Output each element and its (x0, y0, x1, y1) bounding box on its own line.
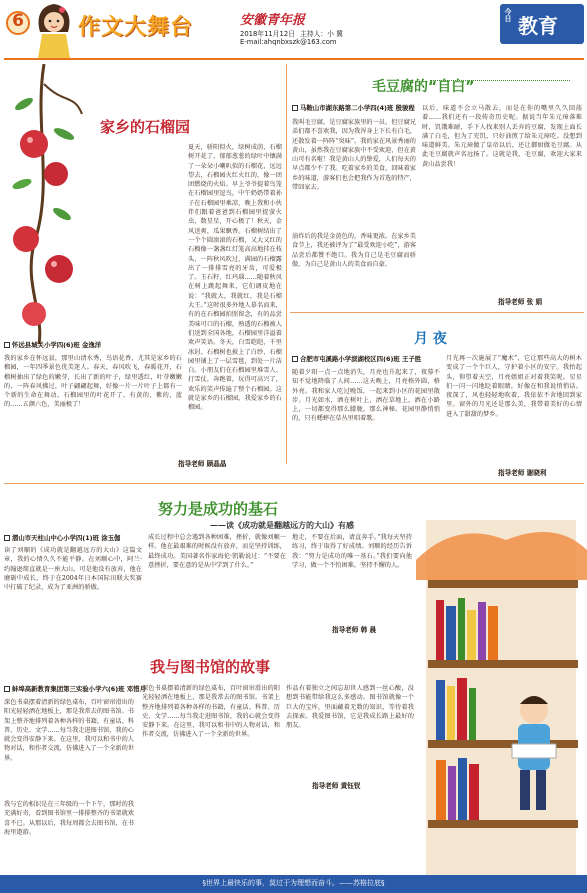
header-divider (4, 58, 584, 60)
success-text-b: 成长过程中总会遇到各种困难，挫折，就像刘顺一样。他在最艰难的时候没有放弃，而是坚持训练，最终成功。美国著名作家海伦·凯勒说过：“不要在意挫折，要在意的是从中学到了什么。” (148, 534, 286, 569)
teacher-library: 指导老师 黄钰钗 (312, 782, 361, 790)
library-text-b: 我与它的相识是在三年级的一个下午，那时的我充满好奇，看到图书馆里一排排整齐的书架就欢喜不已。从那以后，我每周都会去图书馆，在书海里遨游。 (4, 801, 134, 836)
column-tab-small: 今日 (504, 8, 512, 22)
article-title-moon: 月 夜 (414, 331, 447, 347)
tofu-dots-decoration (430, 80, 570, 90)
byline-pomegranate (4, 340, 101, 349)
tofu-text-c: 以后，味道不会立马散去，而是在你的嘴里久久回荡着……我们还有一段传奇历史呢。据说当年朱元璋落难时，饥饿难耐，手下人找来别人丢弃的豆腐，发现上面长满了白毛，但为了充饥，只好油煎了给朱元璋吃。没想到味道鲜美。朱元璋做了皇帝以后，还让御厨做毛豆腐。从此毛豆腐就声名远扬了。这就是我，毛豆腐，欢迎大家来黄山品尝我！ (422, 105, 582, 168)
moon-text-a: 随着夕阳一点一点地消失，月亮也升起来了，夜幕不知不觉地降临了人间……这天晚上，月亮格外圆，格外亮。我和家人吃过晚饭，一起来到小区的花园里散步。月光如水，洒在树叶上，洒在草地上，洒在小路上，一切都变得那么朦胧，那么神秘。花园里静悄悄的，只有蟋蟀在草丛里唱着歌。 (292, 369, 440, 423)
girl-illustration (32, 2, 76, 60)
horizontal-divider-1 (290, 312, 584, 313)
pomegranate-illustration (4, 64, 84, 344)
footer-motto: §世界上最快乐的事，莫过于为理想而奋斗。——苏格拉底§ (202, 879, 385, 887)
horizontal-divider-2 (4, 483, 584, 484)
success-text-a: 读了刘顺的《成功就是翻越远方的大山》这篇文章，我的心情久久不能平静。在刘顺心中，阿兰·约翰逊简直就是一座大山。可是他没有放弃，他在磨砺中成长，终于在2004年日本国际田联大奖赛中打破了纪录，成为了亚洲的骄傲。 (4, 547, 142, 592)
column-tab-label: 教育 (518, 14, 558, 38)
tofu-text-a: 我叫毛豆腐，是豆腐家族里的一员。但豆腐兄弟们都不喜欢我，因为我浑身上下长有白毛，还散发着一阵阵“臭味”。我的家在风景秀丽的黄山，虽然我在豆腐家族中不受欢迎，但在黄山可有名啦！我是黄山人的挚爱，人们每天的早点都少不了我。吃着家乡的美食，回味着家乡的味道，游客们也会把我作为首选的特产，带回家去。 (292, 119, 416, 192)
byline-moon-text: 合肥市屯溪路小学滨湖校区四(6)班 王子胜 (300, 355, 422, 363)
contact-email: E-mail:ahqnbxszk@163.com (240, 38, 337, 46)
teacher-tofu: 指导老师 张 娟 (498, 298, 543, 306)
byline-tofu (292, 103, 415, 112)
article-subtitle-success: ——读《成功就是翻越远方的大山》有感 (210, 520, 354, 530)
byline-library-text: 蚌埠高新教育集团第三实验小学六(6)班 邓惜月 (12, 685, 146, 693)
library-text-middle: 深色书桌摆着清新的绿色桌布，百叶窗帘滑出的阳光轻轻洒在地板上，那是我常去的图书馆。书架上整齐地排列着各种各样的书籍，有童话、科普、历史、文学……每当我走进图书馆，我的心就会变得安静下来。在这里，我可以和书中的人物对话，和作者交流，仿佛进入了一个全新的世界。 (142, 685, 280, 739)
byline-success (4, 533, 120, 542)
teacher-success: 指导老师 韩 晨 (332, 626, 377, 634)
issue-date: 2018年11月12日 (240, 30, 295, 38)
byline-success-text: 潜山市天柱山中心小学四(1)班 涂玉伽 (12, 534, 121, 542)
article-title-library: 我与图书馆的故事 (150, 658, 271, 676)
library-text-c: 作品有着独立之间忘却世人感到一丝心酸，没想到书能带给我这么多感动。图书馆就像一个巨大的宝库，里面藏着无数的知识，等待着我去探索。我爱图书馆，它是我成长路上最好的朋友。 (286, 685, 414, 730)
paper-name: 安徽青年报 (240, 13, 306, 28)
teacher-pomegranate: 指导老师 顾晶晶 (178, 460, 227, 468)
tofu-text-b: 油炸后的我是金黄色的，香味更浓。在家乡美食节上，我还被评为了“最受欢迎小吃”，游客品尝后都赞不绝口。我为自己是毛豆腐而骄傲，为自己是黄山人的美食而自豪。 (292, 233, 416, 268)
teacher-moon: 指导老师 谢晓利 (498, 469, 547, 477)
pomegranate-text-right: 夏天，骄阳似火，绿树成荫，石榴树开花了，郁郁葱葱的绿叶中镶满了一朵朵小喇叭似的石榴花，远远望去，石榴园火红火红的，像一团团燃烧的火焰。早上爷爷提着鸟笼在石榴园里逗鸟，中午奶奶带着孙子在石榴园里乘凉，晚上我和小伙伴们跟着爸爸到石榴园里捉萤火虫，数星星，开心极了！秋天，金风送爽，瓜果飘香。石榴树结出了一个个圆滚滚的石榴，又大又红的石榴像一盏盏红灯笼高高地挂在枝头，一阵秋风吹过，满园的石榴露出了一排排雪亮的牙齿，可爱极了。玉石籽、红玛瑙……随着秋风在树上跳起舞来，它们调皮地在说：“我就大，我就红，我是石榴大王。”这时很多外地人慕名而来，有的在石榴园拍照留念，有的品尝美味可口的石榴，熟透的石榴被人们送到全国各地，石榴园里洋溢着欢声笑语。冬天，白雪皑皑，千里冰封。石榴树也披上了白纱，石榴园里铺上了一层雪毯，到处一片洁白。小朋友们在石榴园里堆雪人、打雪仗，奔跑着，玩得可高兴了，欢乐的笑声传遍了整个石榴园。这就是家乡的石榴园，我爱家乡的石榴园。 (188, 144, 282, 412)
article-title-success: 努力是成功的基石 (158, 500, 279, 518)
byline-moon (292, 354, 421, 363)
article-title-pomegranate: 家乡的石榴园 (100, 118, 191, 136)
bookshelf-illustration (416, 520, 587, 880)
section-title: 作文大舞台 (78, 15, 194, 40)
byline-tofu-text: 马鞍山市湖东路第二小学四(4)班 殷骏程 (300, 104, 415, 112)
header (0, 0, 587, 62)
article-title-tofu: 毛豆腐的“自白” (372, 79, 475, 95)
page-number: 6 (12, 11, 24, 31)
moon-text-b: 月光再一次施展了“魔术”，它让那些高大的树木变成了一个个巨人，守护着小区的安宁。我抬起头，仰望着天空，月亮姐姐正对着我笑呢。星星们一闪一闪地眨着眼睛，好像在和我说悄悄话。夜深了，风也轻轻地吹着，我依依不舍地回到家里。窗外的月光还是那么美，我带着美好的心情进入了甜甜的梦乡。 (446, 355, 582, 418)
vertical-divider-1 (286, 64, 287, 464)
library-text-a: 深色书桌摆着清新的绿色桌布，百叶窗帘滑出的阳光轻轻洒在地板上，那是我常去的图书馆。书架上整齐地排列着各种各样的书籍，有童话、科普、历史、文学……每当我走进图书馆，我的心就会变得安静下来。在这里，我可以和书中的人物对话，和作者交流，仿佛进入了一个全新的世界。 (4, 699, 134, 762)
byline-library (4, 684, 146, 693)
success-text-c: 地走，不要在后面，请直奔手。”我每天坚持练习，终于取得了好成绩。刘顺的经历告诉我：“努力是成功的唯一基石。”我们要向他学习，做一个不怕困难，坚持不懈的人。 (292, 534, 412, 569)
pomegranate-text-left: 我的家乡在怀远县，那里山清水秀，鸟语花香，尤其是家乡的石榴园，一年四季景色优美迷人。春天，春风吹飞，春暖花开，石榴树抽出了绿色的嫩芽，长出了新的叶子，绿里透红，叶芽嫩嫩的，一阵春风拂过，叶子翩翩起舞，好像一片一片叶子上都有一个新的生命在舞动。石榴园里的叶花开了，有黄的，紫的，蓝的……五颜六色，美丽极了！ (4, 355, 182, 409)
editor-name: 主持人：小 冀 (300, 30, 343, 38)
byline-pomegranate-text: 怀远县城关小学四(6)班 金逸洋 (12, 341, 102, 349)
